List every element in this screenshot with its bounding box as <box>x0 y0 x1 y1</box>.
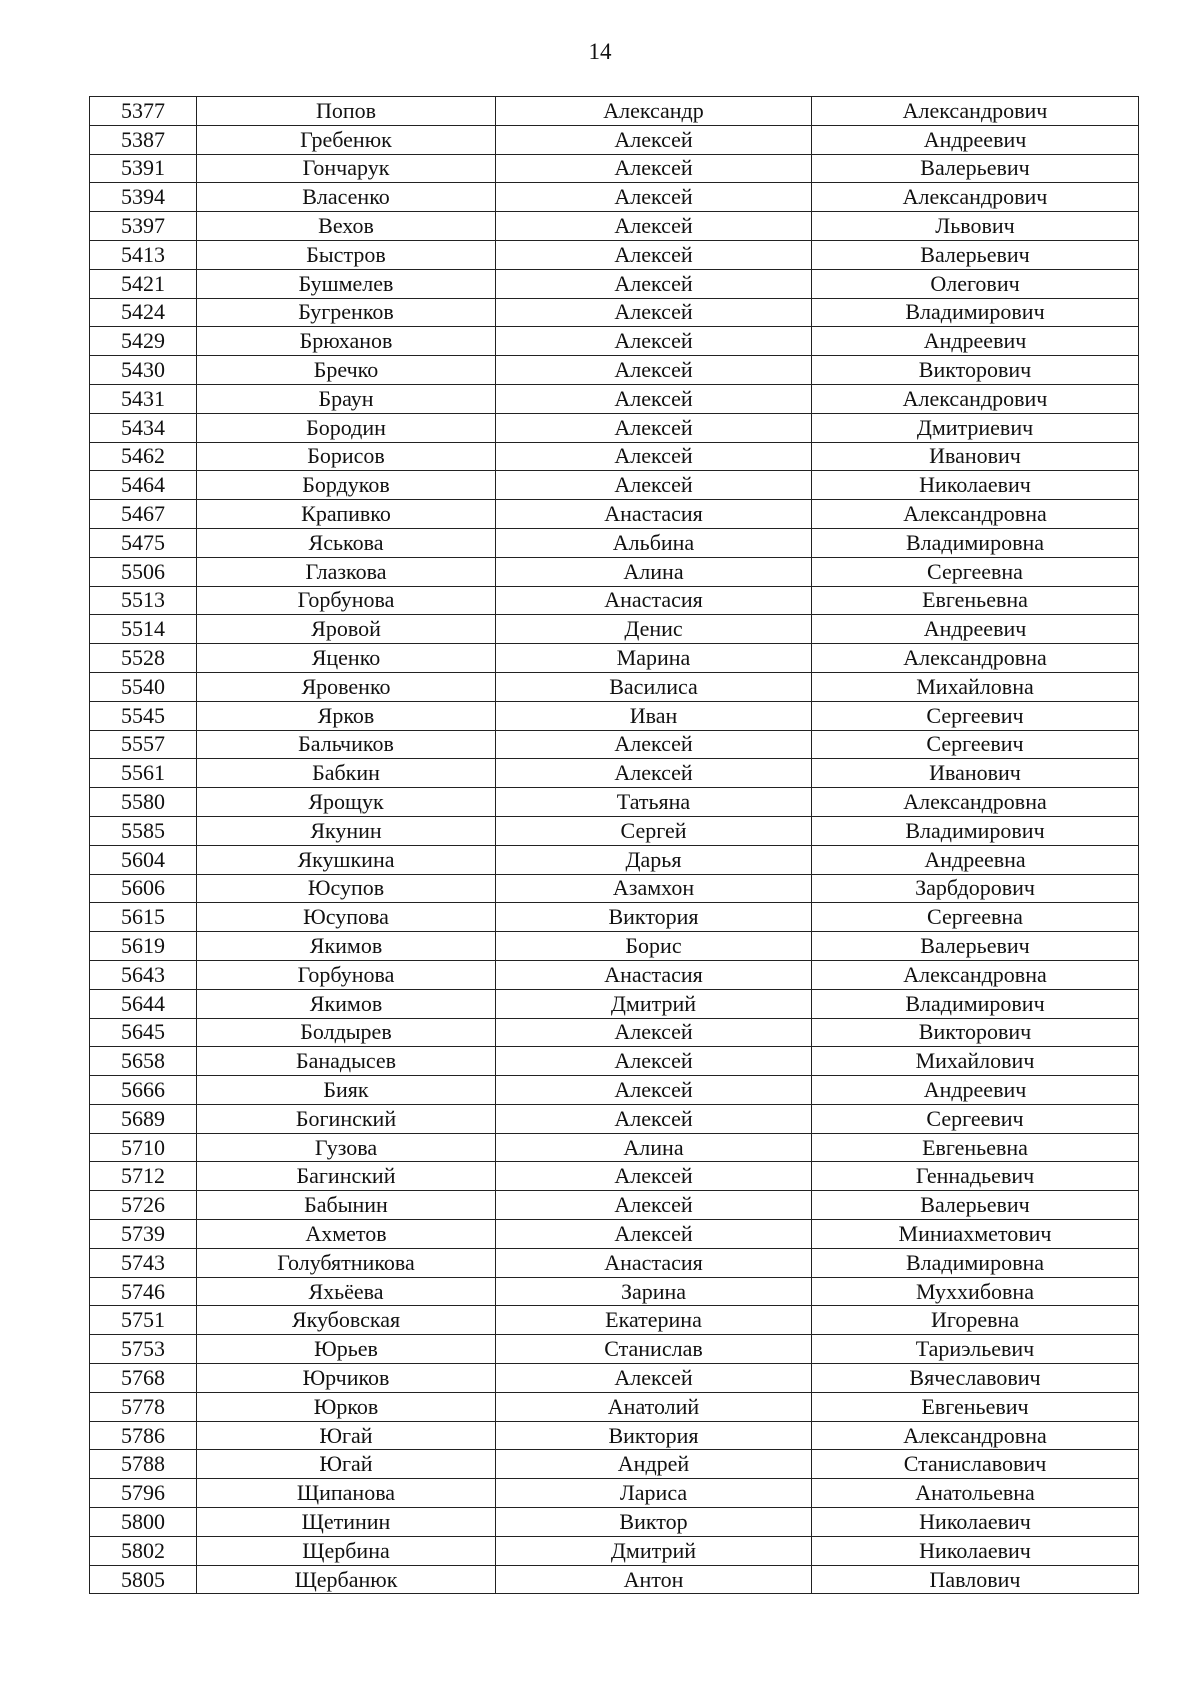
table-row <box>90 356 1139 385</box>
patronymic-cell: Дмитриевич <box>812 413 1139 442</box>
surname-cell: Якимов <box>197 932 496 961</box>
id-cell: 5778 <box>90 1392 197 1421</box>
table-row <box>90 672 1139 701</box>
surname-cell: Бугренков <box>197 298 496 327</box>
patronymic-cell: Евгеньевна <box>812 586 1139 615</box>
table-row <box>90 644 1139 673</box>
first-name-cell: Марина <box>496 644 812 673</box>
table-row <box>90 1191 1139 1220</box>
table-row <box>90 759 1139 788</box>
id-cell: 5561 <box>90 759 197 788</box>
first-name-cell: Татьяна <box>496 788 812 817</box>
first-name-cell: Алексей <box>496 125 812 154</box>
surname-cell: Багинский <box>197 1162 496 1191</box>
id-cell: 5604 <box>90 845 197 874</box>
surname-cell: Бальчиков <box>197 730 496 759</box>
first-name-cell: Алексей <box>496 1162 812 1191</box>
roster-table <box>89 96 1139 1594</box>
id-cell: 5796 <box>90 1479 197 1508</box>
id-cell: 5644 <box>90 989 197 1018</box>
table-row <box>90 1565 1139 1594</box>
surname-cell: Югай <box>197 1421 496 1450</box>
patronymic-cell: Евгеньевич <box>812 1392 1139 1421</box>
table-row <box>90 384 1139 413</box>
id-cell: 5768 <box>90 1364 197 1393</box>
first-name-cell: Алексей <box>496 1364 812 1393</box>
first-name-cell: Алексей <box>496 269 812 298</box>
table-row <box>90 240 1139 269</box>
surname-cell: Щетинин <box>197 1508 496 1537</box>
patronymic-cell: Андреевна <box>812 845 1139 874</box>
patronymic-cell: Миниахметович <box>812 1220 1139 1249</box>
first-name-cell: Сергей <box>496 816 812 845</box>
surname-cell: Вехов <box>197 212 496 241</box>
surname-cell: Юрков <box>197 1392 496 1421</box>
surname-cell: Быстров <box>197 240 496 269</box>
id-cell: 5643 <box>90 960 197 989</box>
table-row <box>90 960 1139 989</box>
patronymic-cell: Сергеевна <box>812 557 1139 586</box>
first-name-cell: Борис <box>496 932 812 961</box>
patronymic-cell: Сергеевич <box>812 1104 1139 1133</box>
table-row <box>90 1364 1139 1393</box>
table-row <box>90 528 1139 557</box>
surname-cell: Югай <box>197 1450 496 1479</box>
table-row <box>90 1220 1139 1249</box>
table-row <box>90 125 1139 154</box>
first-name-cell: Алексей <box>496 1191 812 1220</box>
surname-cell: Бияк <box>197 1076 496 1105</box>
patronymic-cell: Геннадьевич <box>812 1162 1139 1191</box>
table-row <box>90 615 1139 644</box>
first-name-cell: Алексей <box>496 298 812 327</box>
surname-cell: Бушмелев <box>197 269 496 298</box>
first-name-cell: Анастасия <box>496 586 812 615</box>
id-cell: 5431 <box>90 384 197 413</box>
patronymic-cell: Игоревна <box>812 1306 1139 1335</box>
table-row <box>90 1248 1139 1277</box>
surname-cell: Брюханов <box>197 327 496 356</box>
surname-cell: Якунин <box>197 816 496 845</box>
first-name-cell: Екатерина <box>496 1306 812 1335</box>
patronymic-cell: Александровна <box>812 960 1139 989</box>
id-cell: 5710 <box>90 1133 197 1162</box>
patronymic-cell: Валерьевич <box>812 240 1139 269</box>
id-cell: 5430 <box>90 356 197 385</box>
first-name-cell: Алексей <box>496 1047 812 1076</box>
surname-cell: Щербина <box>197 1536 496 1565</box>
first-name-cell: Анатолий <box>496 1392 812 1421</box>
patronymic-cell: Михайлович <box>812 1047 1139 1076</box>
table-row <box>90 1421 1139 1450</box>
patronymic-cell: Александрович <box>812 384 1139 413</box>
patronymic-cell: Валерьевич <box>812 932 1139 961</box>
id-cell: 5753 <box>90 1335 197 1364</box>
surname-cell: Яхьёева <box>197 1277 496 1306</box>
first-name-cell: Алексей <box>496 212 812 241</box>
surname-cell: Яськова <box>197 528 496 557</box>
table-row <box>90 1018 1139 1047</box>
table-row <box>90 701 1139 730</box>
id-cell: 5726 <box>90 1191 197 1220</box>
table-row <box>90 845 1139 874</box>
roster-table-body <box>90 97 1139 1594</box>
patronymic-cell: Андреевич <box>812 615 1139 644</box>
surname-cell: Бордуков <box>197 471 496 500</box>
id-cell: 5739 <box>90 1220 197 1249</box>
first-name-cell: Лариса <box>496 1479 812 1508</box>
surname-cell: Богинский <box>197 1104 496 1133</box>
first-name-cell: Дмитрий <box>496 989 812 1018</box>
first-name-cell: Дарья <box>496 845 812 874</box>
table-row <box>90 1479 1139 1508</box>
id-cell: 5434 <box>90 413 197 442</box>
patronymic-cell: Андреевич <box>812 1076 1139 1105</box>
first-name-cell: Зарина <box>496 1277 812 1306</box>
first-name-cell: Виктор <box>496 1508 812 1537</box>
patronymic-cell: Евгеньевна <box>812 1133 1139 1162</box>
surname-cell: Ярков <box>197 701 496 730</box>
table-row <box>90 989 1139 1018</box>
surname-cell: Власенко <box>197 183 496 212</box>
id-cell: 5464 <box>90 471 197 500</box>
surname-cell: Глазкова <box>197 557 496 586</box>
id-cell: 5645 <box>90 1018 197 1047</box>
patronymic-cell: Иванович <box>812 759 1139 788</box>
first-name-cell: Алексей <box>496 730 812 759</box>
id-cell: 5619 <box>90 932 197 961</box>
table-row <box>90 932 1139 961</box>
patronymic-cell: Валерьевич <box>812 1191 1139 1220</box>
patronymic-cell: Львович <box>812 212 1139 241</box>
patronymic-cell: Николаевич <box>812 1536 1139 1565</box>
surname-cell: Гребенюк <box>197 125 496 154</box>
patronymic-cell: Андреевич <box>812 327 1139 356</box>
patronymic-cell: Александрович <box>812 97 1139 126</box>
table-row <box>90 327 1139 356</box>
table-row <box>90 1133 1139 1162</box>
surname-cell: Борисов <box>197 442 496 471</box>
table-row <box>90 1047 1139 1076</box>
first-name-cell: Азамхон <box>496 874 812 903</box>
first-name-cell: Анастасия <box>496 1248 812 1277</box>
first-name-cell: Альбина <box>496 528 812 557</box>
patronymic-cell: Владимирович <box>812 298 1139 327</box>
id-cell: 5540 <box>90 672 197 701</box>
surname-cell: Крапивко <box>197 500 496 529</box>
table-row <box>90 788 1139 817</box>
patronymic-cell: Зарбдорович <box>812 874 1139 903</box>
first-name-cell: Анастасия <box>496 960 812 989</box>
patronymic-cell: Станиславович <box>812 1450 1139 1479</box>
table-row <box>90 874 1139 903</box>
first-name-cell: Денис <box>496 615 812 644</box>
id-cell: 5514 <box>90 615 197 644</box>
id-cell: 5391 <box>90 154 197 183</box>
first-name-cell: Андрей <box>496 1450 812 1479</box>
table-row <box>90 298 1139 327</box>
id-cell: 5506 <box>90 557 197 586</box>
id-cell: 5429 <box>90 327 197 356</box>
patronymic-cell: Александрович <box>812 183 1139 212</box>
patronymic-cell: Вячеславович <box>812 1364 1139 1393</box>
first-name-cell: Алина <box>496 557 812 586</box>
surname-cell: Бречко <box>197 356 496 385</box>
table-row <box>90 183 1139 212</box>
surname-cell: Яровой <box>197 615 496 644</box>
patronymic-cell: Владимирович <box>812 989 1139 1018</box>
table-row <box>90 1104 1139 1133</box>
first-name-cell: Алексей <box>496 1018 812 1047</box>
id-cell: 5606 <box>90 874 197 903</box>
first-name-cell: Алексей <box>496 384 812 413</box>
surname-cell: Якимов <box>197 989 496 1018</box>
surname-cell: Ахметов <box>197 1220 496 1249</box>
id-cell: 5746 <box>90 1277 197 1306</box>
patronymic-cell: Викторович <box>812 1018 1139 1047</box>
surname-cell: Гузова <box>197 1133 496 1162</box>
table-row <box>90 1392 1139 1421</box>
table-row <box>90 212 1139 241</box>
table-row <box>90 97 1139 126</box>
table-row <box>90 1335 1139 1364</box>
id-cell: 5424 <box>90 298 197 327</box>
id-cell: 5467 <box>90 500 197 529</box>
first-name-cell: Алексей <box>496 442 812 471</box>
table-row <box>90 1508 1139 1537</box>
patronymic-cell: Александровна <box>812 644 1139 673</box>
first-name-cell: Алина <box>496 1133 812 1162</box>
first-name-cell: Александр <box>496 97 812 126</box>
table-row <box>90 586 1139 615</box>
surname-cell: Якушкина <box>197 845 496 874</box>
surname-cell: Банадысев <box>197 1047 496 1076</box>
first-name-cell: Виктория <box>496 903 812 932</box>
surname-cell: Браун <box>197 384 496 413</box>
id-cell: 5788 <box>90 1450 197 1479</box>
patronymic-cell: Владимировна <box>812 528 1139 557</box>
surname-cell: Юсупов <box>197 874 496 903</box>
first-name-cell: Алексей <box>496 413 812 442</box>
patronymic-cell: Тариэльевич <box>812 1335 1139 1364</box>
patronymic-cell: Николаевич <box>812 1508 1139 1537</box>
surname-cell: Яценко <box>197 644 496 673</box>
surname-cell: Юсупова <box>197 903 496 932</box>
table-row <box>90 269 1139 298</box>
id-cell: 5377 <box>90 97 197 126</box>
patronymic-cell: Александровна <box>812 788 1139 817</box>
table-row <box>90 442 1139 471</box>
table-row <box>90 471 1139 500</box>
patronymic-cell: Павлович <box>812 1565 1139 1594</box>
surname-cell: Бородин <box>197 413 496 442</box>
patronymic-cell: Андреевич <box>812 125 1139 154</box>
id-cell: 5462 <box>90 442 197 471</box>
surname-cell: Горбунова <box>197 960 496 989</box>
id-cell: 5802 <box>90 1536 197 1565</box>
patronymic-cell: Владимирович <box>812 816 1139 845</box>
id-cell: 5475 <box>90 528 197 557</box>
first-name-cell: Дмитрий <box>496 1536 812 1565</box>
surname-cell: Якубовская <box>197 1306 496 1335</box>
patronymic-cell: Владимировна <box>812 1248 1139 1277</box>
patronymic-cell: Викторович <box>812 356 1139 385</box>
surname-cell: Бабкин <box>197 759 496 788</box>
table-row <box>90 557 1139 586</box>
surname-cell: Голубятникова <box>197 1248 496 1277</box>
first-name-cell: Анастасия <box>496 500 812 529</box>
id-cell: 5712 <box>90 1162 197 1191</box>
patronymic-cell: Сергеевна <box>812 903 1139 932</box>
first-name-cell: Алексей <box>496 327 812 356</box>
id-cell: 5666 <box>90 1076 197 1105</box>
first-name-cell: Иван <box>496 701 812 730</box>
patronymic-cell: Михайловна <box>812 672 1139 701</box>
patronymic-cell: Муххибовна <box>812 1277 1139 1306</box>
id-cell: 5751 <box>90 1306 197 1335</box>
table-row <box>90 500 1139 529</box>
table-row <box>90 1162 1139 1191</box>
first-name-cell: Василиса <box>496 672 812 701</box>
patronymic-cell: Александровна <box>812 500 1139 529</box>
id-cell: 5557 <box>90 730 197 759</box>
id-cell: 5743 <box>90 1248 197 1277</box>
id-cell: 5394 <box>90 183 197 212</box>
patronymic-cell: Сергеевич <box>812 730 1139 759</box>
surname-cell: Попов <box>197 97 496 126</box>
first-name-cell: Алексей <box>496 471 812 500</box>
table-row <box>90 1306 1139 1335</box>
id-cell: 5397 <box>90 212 197 241</box>
table-row <box>90 1450 1139 1479</box>
first-name-cell: Виктория <box>496 1421 812 1450</box>
surname-cell: Яровенко <box>197 672 496 701</box>
first-name-cell: Алексей <box>496 154 812 183</box>
id-cell: 5805 <box>90 1565 197 1594</box>
surname-cell: Щипанова <box>197 1479 496 1508</box>
id-cell: 5545 <box>90 701 197 730</box>
id-cell: 5658 <box>90 1047 197 1076</box>
table-row <box>90 730 1139 759</box>
patronymic-cell: Валерьевич <box>812 154 1139 183</box>
id-cell: 5513 <box>90 586 197 615</box>
patronymic-cell: Александровна <box>812 1421 1139 1450</box>
patronymic-cell: Сергеевич <box>812 701 1139 730</box>
first-name-cell: Станислав <box>496 1335 812 1364</box>
id-cell: 5387 <box>90 125 197 154</box>
surname-cell: Болдырев <box>197 1018 496 1047</box>
surname-cell: Гончарук <box>197 154 496 183</box>
table-row <box>90 1277 1139 1306</box>
first-name-cell: Антон <box>496 1565 812 1594</box>
table-row <box>90 1536 1139 1565</box>
table-row <box>90 413 1139 442</box>
first-name-cell: Алексей <box>496 1076 812 1105</box>
patronymic-cell: Олегович <box>812 269 1139 298</box>
id-cell: 5421 <box>90 269 197 298</box>
id-cell: 5580 <box>90 788 197 817</box>
id-cell: 5585 <box>90 816 197 845</box>
surname-cell: Юрчиков <box>197 1364 496 1393</box>
surname-cell: Юрьев <box>197 1335 496 1364</box>
first-name-cell: Алексей <box>496 1104 812 1133</box>
table-row <box>90 903 1139 932</box>
first-name-cell: Алексей <box>496 240 812 269</box>
table-row <box>90 1076 1139 1105</box>
table-row <box>90 816 1139 845</box>
first-name-cell: Алексей <box>496 183 812 212</box>
first-name-cell: Алексей <box>496 759 812 788</box>
first-name-cell: Алексей <box>496 1220 812 1249</box>
patronymic-cell: Анатольевна <box>812 1479 1139 1508</box>
surname-cell: Горбунова <box>197 586 496 615</box>
surname-cell: Щербанюк <box>197 1565 496 1594</box>
id-cell: 5689 <box>90 1104 197 1133</box>
id-cell: 5786 <box>90 1421 197 1450</box>
id-cell: 5413 <box>90 240 197 269</box>
surname-cell: Бабынин <box>197 1191 496 1220</box>
patronymic-cell: Николаевич <box>812 471 1139 500</box>
surname-cell: Ярощук <box>197 788 496 817</box>
patronymic-cell: Иванович <box>812 442 1139 471</box>
id-cell: 5615 <box>90 903 197 932</box>
table-row <box>90 154 1139 183</box>
page-number: 14 <box>588 39 612 64</box>
first-name-cell: Алексей <box>496 356 812 385</box>
id-cell: 5800 <box>90 1508 197 1537</box>
id-cell: 5528 <box>90 644 197 673</box>
